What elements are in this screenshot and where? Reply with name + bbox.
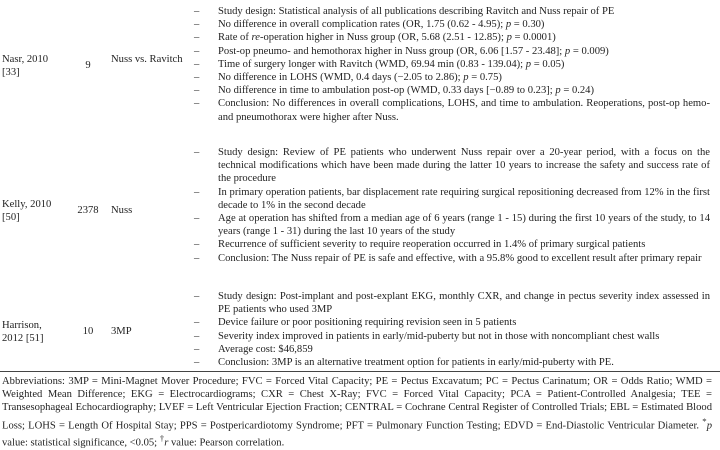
comparison-cell: Nuss vs. Ravitch <box>111 54 183 65</box>
finding-item: – Study design: Review of PE patients who underwent Nuss repair over a 20-year period, with a focus on the technical modifications which have been made during the latter 10 years to increase the safety and success rate of the procedure <box>194 146 710 186</box>
finding-item: – In primary operation patients, bar displacement rate requiring surgical repositioning decreased from 12% in the first decade to 1% in the second decade <box>194 186 710 212</box>
finding-item: – No difference in LOHS (WMD, 0.4 days (−2.05 to 2.86); p = 0.75) <box>194 71 710 84</box>
abbreviations-footnote: Abbreviations: 3MP = Mini-Magnet Mover Procedure; FVC = Forced Vital Capacity; PE = Pectus Excavatum; PC = Pectus Carinatum; OR = Odds Ratio; WMD = Weighted Mean Difference; EKG = Electrocardiograms; CXR = Chest X-Ray; FVC = Forced Vital Capacity; PCA = Patient-Controlled Analgesia; TEE = Transesophageal Echocardiography; LVEF = Left Ventricular Ejection Fraction; CENTRAL = Cochrane Central Register of Controlled Trials; EBL = Estimated Blood Loss; LOHS = Length Of Hospital Stay; PPS = Postpericardiotomy Syndrome; PFT = Pulmonary Function Testing; EDVD = End-Diastolic Ventricular Diameter. *p value: statistical significance, <0.05; †r value: Pearson correlation. <box>2 376 712 449</box>
findings-list <box>194 290 710 369</box>
finding-item: – Conclusion: 3MP is an alternative treatment option for patients in early/mid-puberty with PE. <box>194 356 710 369</box>
finding-item: – Time of surgery longer with Ravitch (WMD, 69.94 min (0.83 - 139.04); p = 0.05) <box>194 58 710 71</box>
findings-list <box>194 146 710 265</box>
sample-size-cell: 2378 <box>77 205 99 216</box>
finding-item: – No difference in overall complication rates (OR, 1.75 (0.62 - 4.95); p = 0.30) <box>194 18 710 31</box>
finding-item: – Device failure or poor positioning requiring revision seen in 5 patients <box>194 316 710 329</box>
comparison-cell: 3MP <box>111 326 132 337</box>
finding-item: – Severity index improved in patients in early/mid-puberty but not in those with noncompliant chest walls <box>194 330 710 343</box>
finding-item: – Age at operation has shifted from a median age of 6 years (range 1 - 15) during the first 10 years of the study, to 14 years (range 1 - 31) during the last 10 years of the study <box>194 212 710 238</box>
findings-list <box>194 5 710 124</box>
sample-size-cell: 10 <box>82 326 94 337</box>
sample-size-cell: 9 <box>85 60 91 71</box>
finding-item: – Average cost: $46,859 <box>194 343 710 356</box>
finding-item: – Recurrence of sufficient severity to require reoperation occurred in 1.4% of primary surgical patients <box>194 238 710 251</box>
finding-item: – Study design: Post-implant and post-explant EKG, monthly CXR, and change in pectus severity index assessed in PE patients who used 3MP <box>194 290 710 316</box>
finding-item: – Conclusion: No differences in overall complications, LOHS, and time to ambulation. Reoperations, post-op hemo- and pneumothorax were higher after Nuss. <box>194 97 710 123</box>
table-bottom-rule <box>0 371 720 372</box>
finding-item: – No difference in time to ambulation post-op (WMD, 0.33 days [−0.89 to 0.23]; p = 0.24) <box>194 84 710 97</box>
finding-item: – Post-op pneumo- and hemothorax higher in Nuss group (OR, 6.06 [1.57 - 23.48]; p = 0.009) <box>194 45 710 58</box>
study-cell: Kelly, 2010 [50] <box>2 199 52 224</box>
comparison-cell: Nuss <box>111 205 133 216</box>
finding-item: – Study design: Statistical analysis of all publications describing Ravitch and Nuss repair of PE <box>194 5 710 18</box>
study-cell: Harrison, 2012 [51] <box>2 320 44 345</box>
finding-item: – Conclusion: The Nuss repair of PE is safe and effective, with a 95.8% good to excellent result after primary repair <box>194 252 710 265</box>
finding-item: – Rate of re-operation higher in Nuss group (OR, 5.68 (2.51 - 12.85); p = 0.0001) <box>194 31 710 44</box>
study-cell: Nasr, 2010 [33] <box>2 54 49 79</box>
